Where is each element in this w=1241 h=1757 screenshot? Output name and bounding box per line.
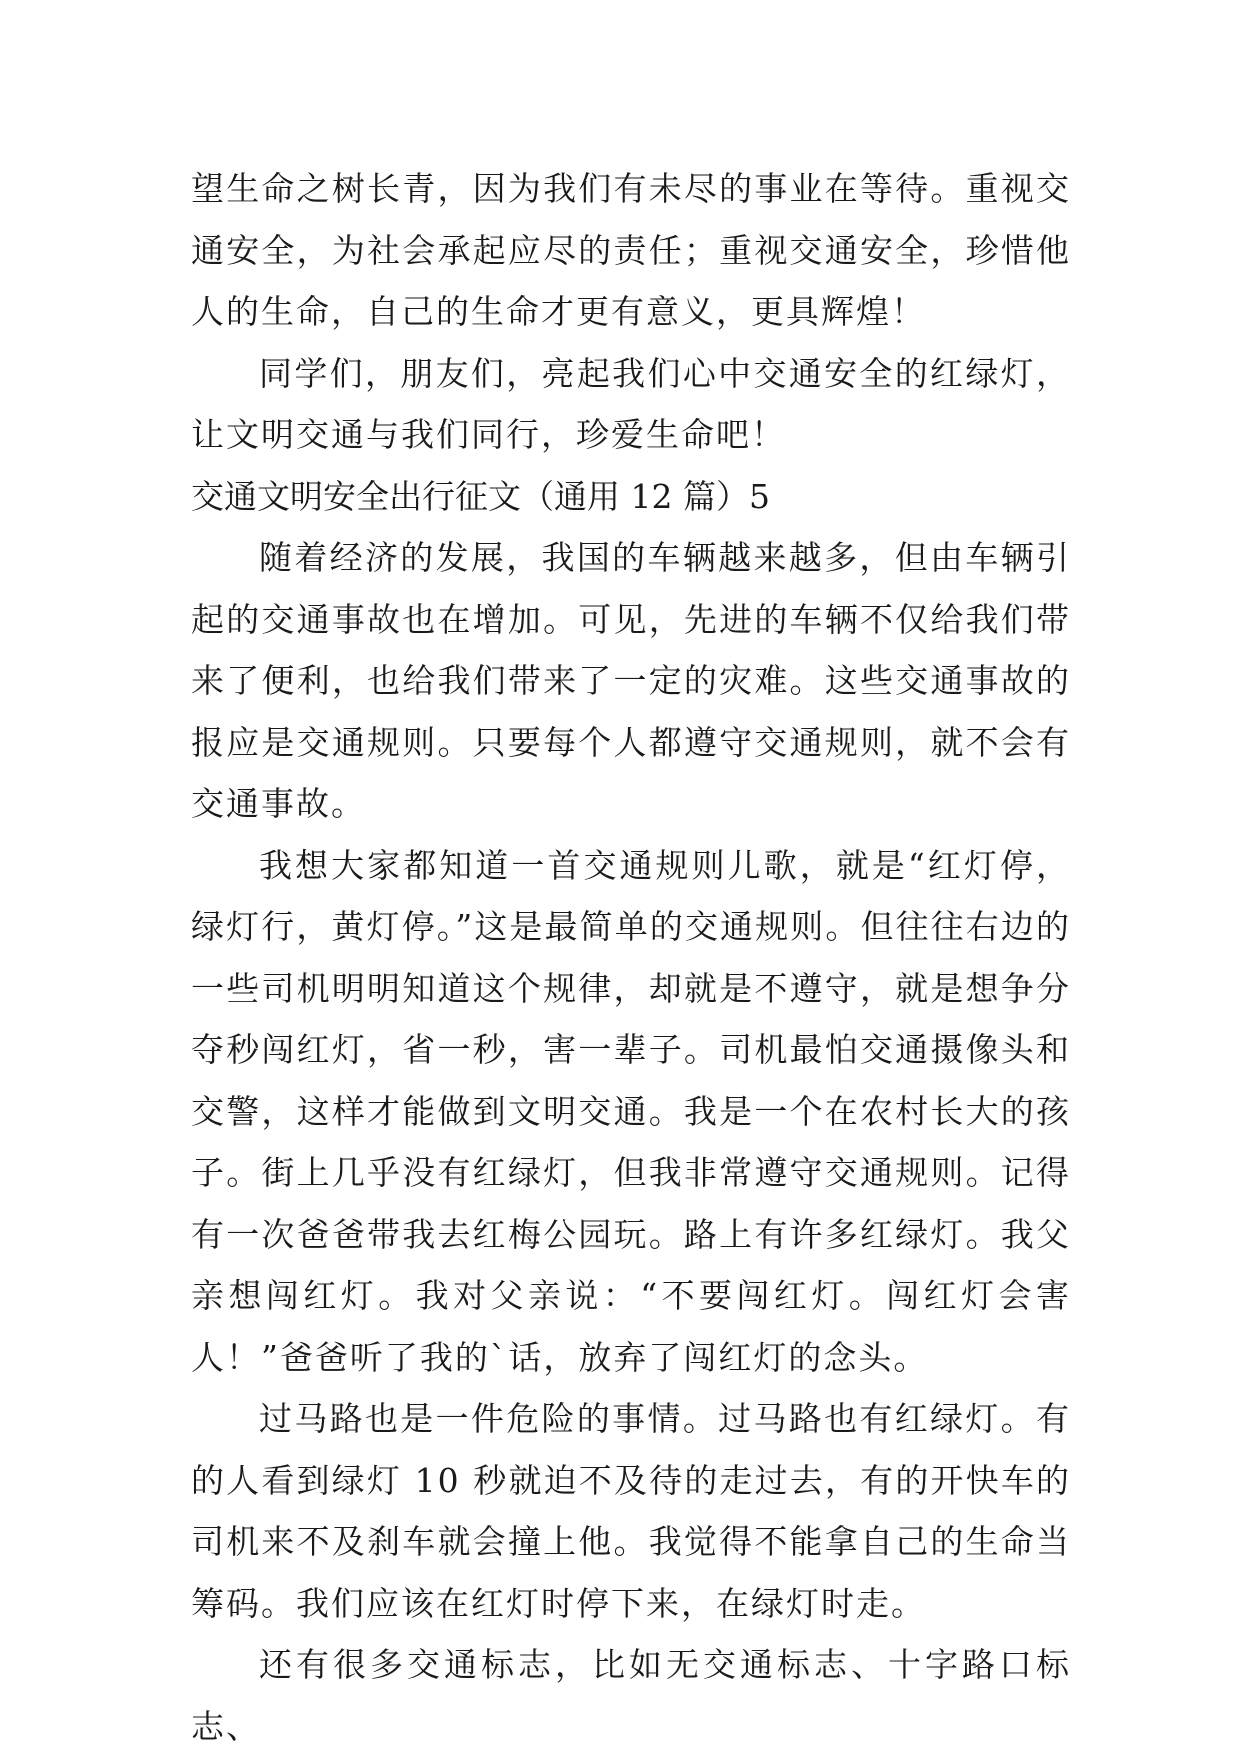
paragraph-appeal: 同学们，朋友们，亮起我们心中交通安全的红绿灯，让文明交通与我们同行，珍爱生命吧！ xyxy=(191,353,1071,454)
paragraph-crossing: 过马路也是一件危险的事情。过马路也有红绿灯。有的人看到绿灯 10 秒就迫不及待的走过去，有的开快车的司机来不及刹车就会撞上他。我觉得不能拿自己的生命当筹码。我们应该在红灯时停下来，在绿灯时走。 xyxy=(191,1399,1071,1623)
paragraph-economy: 随着经济的发展，我国的车辆越来越多，但由车辆引起的交通事故也在增加。可见，先进的车辆不仅给我们带来了便利，也给我们带来了一定的灾难。这些交通事故的报应是交通规则。只要每个人都遵守交通规则，就不会有交通事故。 xyxy=(191,538,1071,823)
section-title: 交通文明安全出行征文（通用 12 篇）5 xyxy=(191,476,770,516)
paragraph-continued: 望生命之树长青，因为我们有未尽的事业在等待。重视交通安全，为社会承起应尽的责任；重视交通安全，珍惜他人的生命，自己的生命才更有意义，更具辉煌！ xyxy=(191,169,1071,331)
document-body xyxy=(191,158,1071,1757)
paragraph-song: 我想大家都知道一首交通规则儿歌，就是“红灯停，绿灯行，黄灯停。”这是最简单的交通规则。但往往右边的一些司机明明知道这个规律，却就是不遵守，就是想争分夺秒闯红灯，省一秒，害一辈子。司机最怕交通摄像头和交警，这样才能做到文明交通。我是一个在农村长大的孩子。街上几乎没有红绿灯，但我非常遵守交通规则。记得有一次爸爸带我去红梅公园玩。路上有许多红绿灯。我父亲想闯红灯。我对父亲说：“不要闯红灯。闯红灯会害人！”爸爸听了我的`话，放弃了闯红灯的念头。 xyxy=(191,845,1071,1377)
paragraph-signs: 还有很多交通标志，比如无交通标志、十字路口标志、 xyxy=(191,1645,1071,1746)
